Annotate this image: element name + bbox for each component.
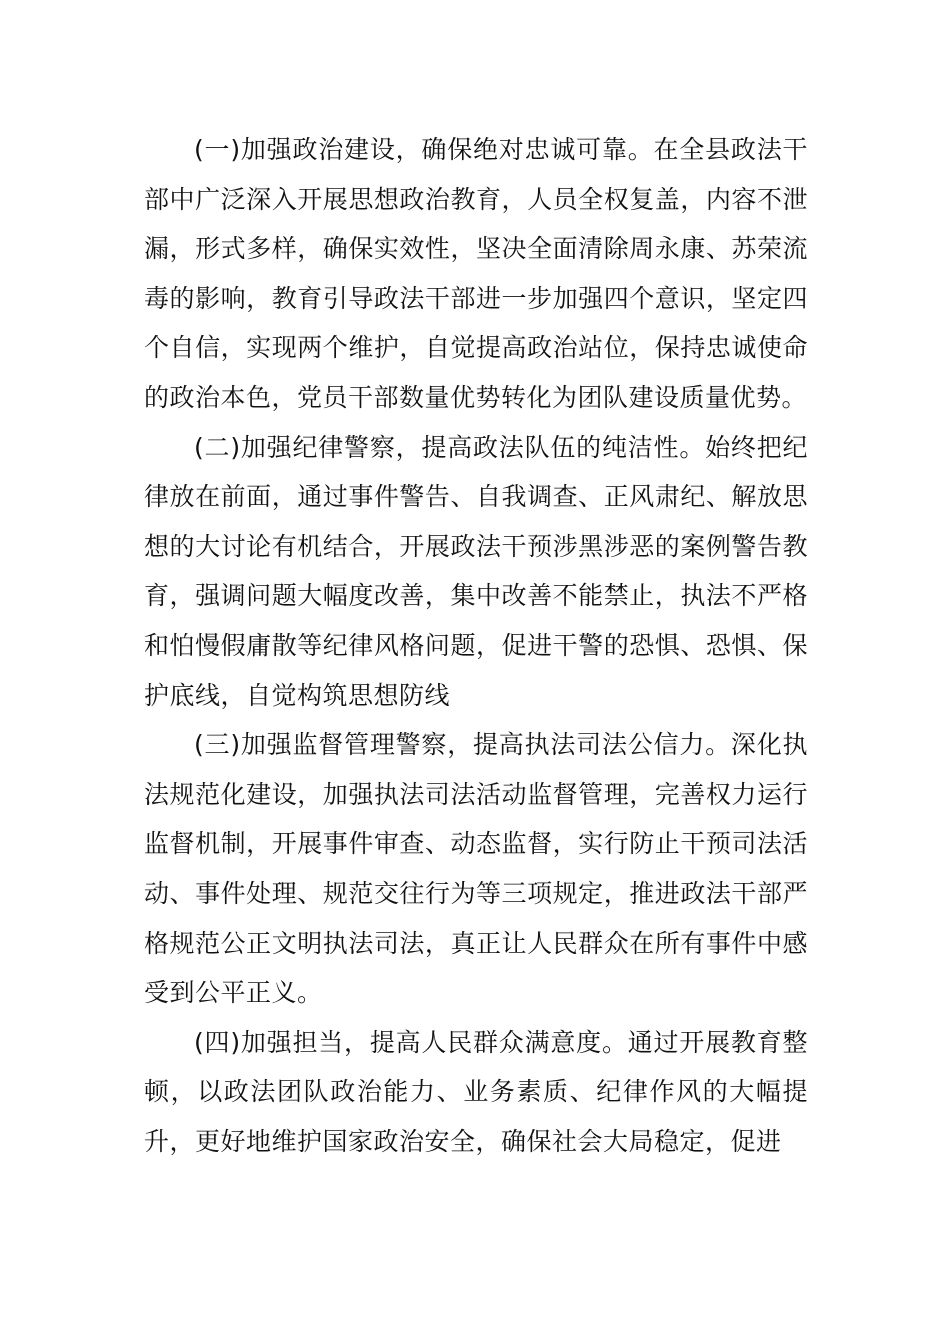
paragraph-discipline: (二)加强纪律警察，提高政法队伍的纯洁性。始终把纪律放在前面，通过事件警告、自我调查、正风肃纪、解放思想的大讨论有机结合，开展政法干预涉黑涉恶的案例警告教育，强调问题大幅度改善，集中改善不能禁止，执法不严格和怕慢假庸散等纪律风格问题，促进干警的恐惧、恐惧、保护底线，自觉构筑思想防线 [144,432,808,710]
paragraph-supervision: (三)加强监督管理警察，提高执法司法公信力。深化执法规范化建设，加强执法司法活动监督管理，完善权力运行监督机制，开展事件审查、动态监督，实行防止干预司法活动、事件处理、规范交往行为等三项规定，推进政法干部严格规范公正文明执法司法，真正让人民群众在所有事件中感受到公平正义。 [144,730,808,1008]
document-body [144,125,808,1166]
paragraph-political-building: (一)加强政治建设，确保绝对忠诚可靠。在全县政法干部中广泛深入开展思想政治教育，人员全权复盖，内容不泄漏，形式多样，确保实效性，坚决全面清除周永康、苏荣流毒的影响，教育引导政法干部进一步加强四个意识，坚定四个自信，实现两个维护，自觉提高政治站位，保持忠诚使命的政治本色，党员干部数量优势转化为团队建设质量优势。 [144,135,808,412]
paragraph-responsibility: (四)加强担当，提高人民群众满意度。通过开展教育整顿，以政法团队政治能力、业务素质、纪律作风的大幅提升，更好地维护国家政治安全，确保社会大局稳定，促进 [144,1027,808,1156]
